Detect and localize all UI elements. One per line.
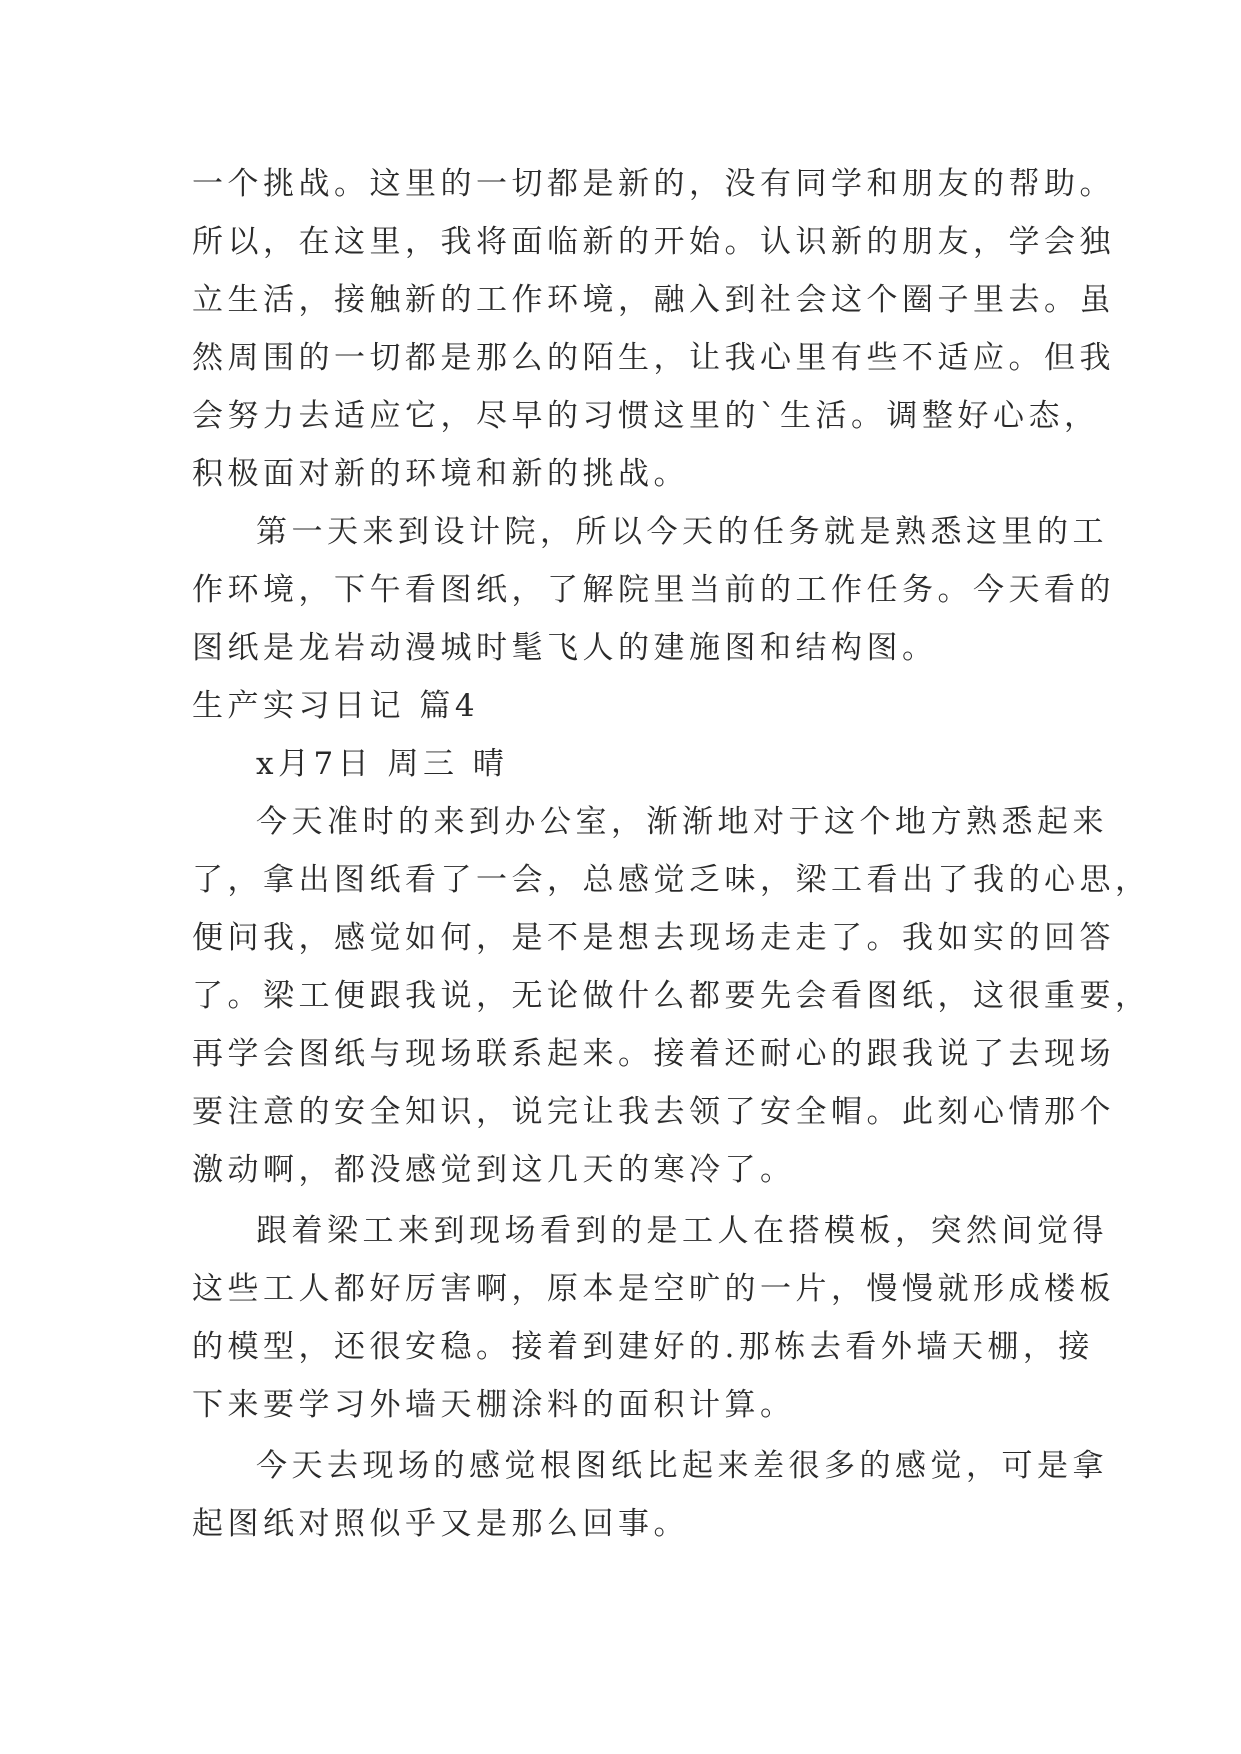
text-line: 便问我，感觉如何，是不是想去现场走走了。我如实的回答: [192, 920, 1115, 956]
paragraph-first-line: 今天准时的来到办公室，渐渐地对于这个地方熟悉起来: [256, 804, 1108, 840]
text-line: 会努力去适应它，尽早的习惯这里的`生活。调整好心态，: [192, 398, 1100, 434]
text-line: 积极面对新的环境和新的挑战。: [192, 456, 689, 492]
text-line: 的模型，还很安稳。接着到建好的.那栋去看外墙天棚，接: [192, 1329, 1094, 1365]
text-line: 立生活，接触新的工作环境，融入到社会这个圈子里去。虽: [192, 282, 1115, 318]
diary-date-line: x月7日 周三 晴: [256, 746, 509, 782]
text-line: 起图纸对照似乎又是那么回事。: [192, 1506, 689, 1542]
text-line: 要注意的安全知识，说完让我去领了安全帽。此刻心情那个: [192, 1094, 1115, 1130]
paragraph-first-line: 第一天来到设计院，所以今天的任务就是熟悉这里的工: [256, 514, 1108, 550]
text-line: 所以，在这里，我将面临新的开始。认识新的朋友，学会独: [192, 224, 1115, 260]
text-line: 这些工人都好厉害啊，原本是空旷的一片，慢慢就形成楼板: [192, 1271, 1115, 1307]
paragraph-first-line: 今天去现场的感觉根图纸比起来差很多的感觉，可是拿: [256, 1448, 1108, 1484]
text-line: 作环境，下午看图纸，了解院里当前的工作任务。今天看的: [192, 572, 1115, 608]
text-line: 图纸是龙岩动漫城时髦飞人的建施图和结构图。: [192, 630, 938, 666]
text-line: 然周围的一切都是那么的陌生，让我心里有些不适应。但我: [192, 340, 1115, 376]
text-line: 了。梁工便跟我说，无论做什么都要先会看图纸，这很重要，: [192, 978, 1151, 1014]
text-line: 再学会图纸与现场联系起来。接着还耐心的跟我说了去现场: [192, 1036, 1115, 1072]
text-line: 一个挑战。这里的一切都是新的，没有同学和朋友的帮助。: [192, 166, 1115, 202]
section-heading: 生产实习日记 篇4: [192, 688, 480, 724]
paragraph-first-line: 跟着梁工来到现场看到的是工人在搭模板，突然间觉得: [256, 1213, 1108, 1249]
text-line: 激动啊，都没感觉到这几天的寒冷了。: [192, 1152, 796, 1188]
text-line: 了，拿出图纸看了一会，总感觉乏味，梁工看出了我的心思，: [192, 862, 1151, 898]
text-line: 下来要学习外墙天棚涂料的面积计算。: [192, 1387, 796, 1423]
